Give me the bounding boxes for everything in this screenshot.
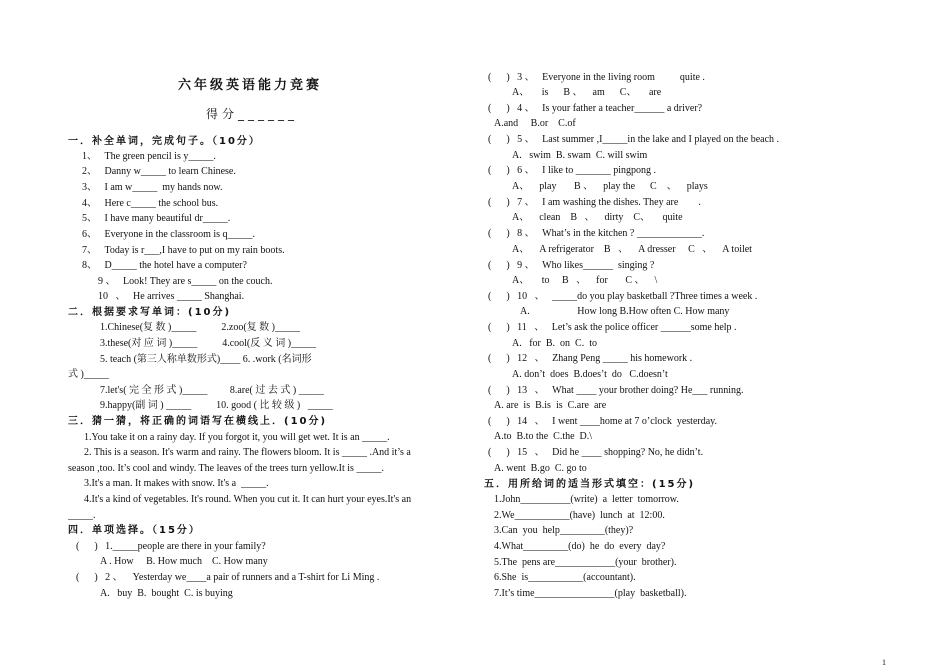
question-line: 4.What_________(do) he do every day? [494,541,666,552]
question-line: 5. teach (第三人称单数形式)____ 6. .work (名词形 [100,354,312,365]
question-line: 9 、 Look! They are s_____ on the couch. [98,276,273,287]
option-line: A. How long B.How often C. How many [520,306,730,317]
question-line: 1.John__________(write) a letter tomorrow. [494,494,679,505]
question-line: 1.You take it on a rainy day. If you forgot it, you will get wet. It is an _____. [84,432,390,443]
question-line: ( ) 15 、 Did he ____ shopping? No, he didn’t. [488,447,704,458]
question-line: ( ) 12 、 Zhang Peng _____ his homework . [488,353,693,364]
section-heading: 二．根据要求写单词：(10分) [68,307,232,318]
question-line: 3.Can you help_________(they)? [494,525,634,536]
section-heading: 三．猜一猜，将正确的词语写在横线上．(10分) [68,416,328,427]
option-line: A. for B. on C. to [512,338,597,349]
option-line: A、 play B 、 play the C 、 plays [512,181,708,192]
option-line: A. went B.go C. go to [494,463,587,474]
option-line: A.to B.to the C.the D.\ [494,431,593,442]
question-line: 7、 Today is r___,I have to put on my rain boots. [82,245,285,256]
question-line: 3.these(对 应 词 )_____ 4.cool(反 义 词 )_____ [100,338,317,349]
question-line: season ,too. It’s cool and windy. The leaves of the trees turn yellow.It is _____. [68,463,384,474]
question-line: ( ) 5 、 Last summer ,I_____in the lake and I played on the beach . [488,134,780,145]
question-line: ( ) 9 、 Who likes______ singing ? [488,260,655,271]
question-line: ( ) 10 、 _____do you play basketball ?Three times a week . [488,291,758,302]
option-line: A.and B.or C.of [494,118,576,129]
option-line: A、 A refrigerator B 、 A dresser C 、 A toilet [512,244,752,255]
question-line: ( ) 4 、 Is your father a teacher______ a driver? [488,103,703,114]
question-line: ( ) 11 、 Let’s ask the police officer ______some help . [488,322,737,333]
option-line: A、 clean B 、 dirty C、 quite [512,212,683,223]
question-line: ( ) 1._____people are there in your family? [76,541,266,552]
question-line: 10 、 He arrives _____ Shanghai. [98,291,245,302]
question-line: 3、 I am w_____ my hands now. [82,182,223,193]
question-line: 7.let's( 完 全 形 式 )_____ 8.are( 过 去 式 ) _____ [100,385,324,396]
option-line: A、 to B 、 for C 、 \ [512,275,658,286]
question-line: 4、 Here c_____ the school bus. [82,198,219,209]
question-line: 6、 Everyone in the classroom is q_____. [82,229,256,240]
option-line: A . How B. How much C. How many [100,556,268,567]
question-line: ( ) 6 、 I like to _______ pingpong . [488,165,657,176]
option-line: A、 is B 、 am C、 are [512,87,662,98]
question-line: 式 )_____ [68,369,109,380]
question-line: 2. This is a season. It's warm and rainy. The flowers bloom. It is _____ .And it’s a [84,447,411,458]
question-line: 5.The pens are____________(your brother). [494,557,677,568]
section-heading: 四．单项选择。（15分） [68,525,201,536]
question-line: 5、 I have many beautiful dr_____. [82,213,231,224]
question-line: 8、 D_____ the hotel have a computer? [82,260,247,271]
question-line: ( ) 8 、 What’s in the kitchen ? _____________. [488,228,705,239]
page-number: 1 [882,658,886,667]
option-line: A. buy B. bought C. is buying [100,588,233,599]
option-line: A. swim B. swam C. will swim [512,150,648,161]
question-line: ( ) 3 、 Everyone in the living room quite . [488,72,705,83]
question-line: ( ) 14 、 I went ____home at 7 o’clock yesterday. [488,416,718,427]
question-line: 3.It's a man. It makes with snow. It's a _____. [84,478,269,489]
question-line: _____. [68,510,96,521]
question-line: 9.happy(副 词 ) _____ 10. good ( 比 较 级 ) _____ [100,400,333,411]
question-line: ( ) 7 、 I am washing the dishes. They are . [488,197,701,208]
question-line: 2、 Danny w_____ to learn Chinese. [82,166,236,177]
option-line: A. don’t does B.does’t do C.doesn’t [512,369,668,380]
question-line: 7.It’s time________________(play basketball). [494,588,687,599]
question-line: 4.It's a kind of vegetables. It's round. When you cut it. It can hurt your eyes.It's an [84,494,412,505]
option-line: A. are is B.is is C.are are [494,400,607,411]
question-line: ( ) 2 、 Yesterday we____a pair of runners and a T-shirt for Li Ming . [76,572,380,583]
question-line: 1.Chinese(复 数 )_____ 2.zoo(复 数 )_____ [100,322,300,333]
question-line: ( ) 13 、 What ____ your brother doing? He___ running. [488,385,744,396]
question-line: 2.We___________(have) lunch at 12:00. [494,510,665,521]
exam-title: 六年级英语能力竞赛 [178,78,323,93]
section-heading: 五．用所给词的适当形式填空：(15分) [484,479,696,490]
question-line: 1、 The green pencil is y_____. [82,151,216,162]
question-line: 6.She is___________(accountant). [494,572,636,583]
score-line: 得分______ [206,107,299,121]
section-heading: 一．补全单词，完成句子。（10分） [68,136,261,147]
